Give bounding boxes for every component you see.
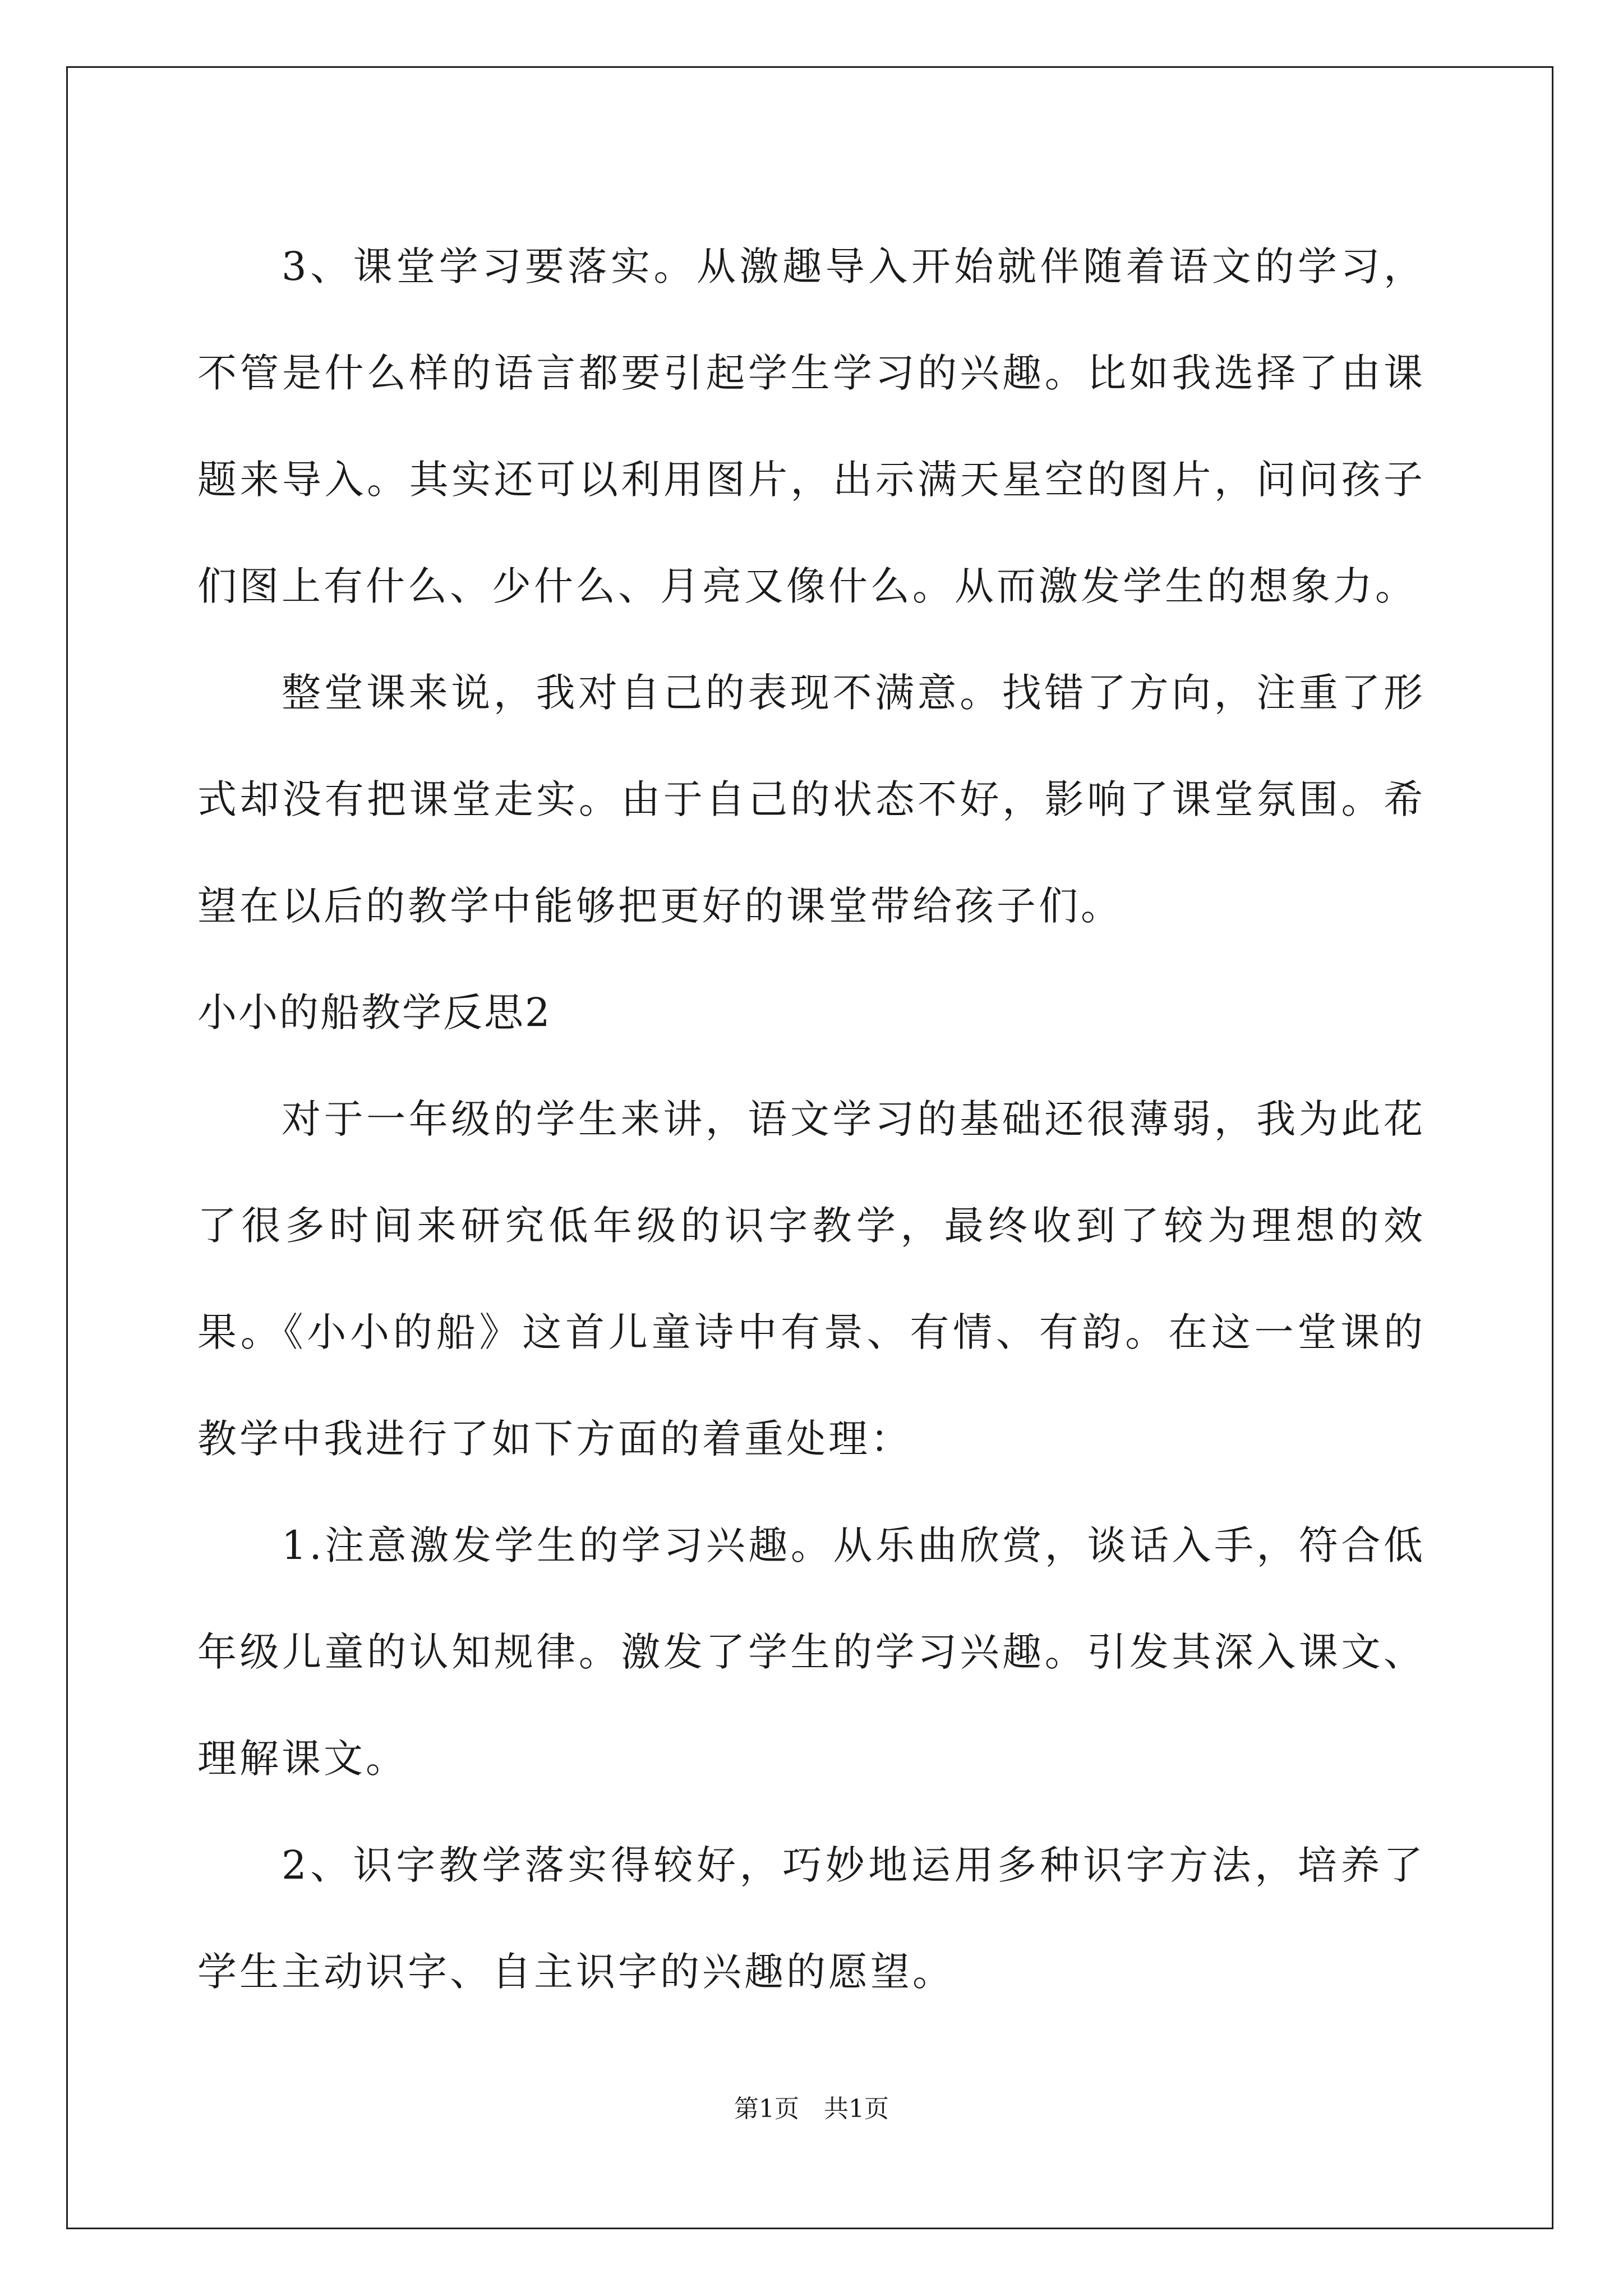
paragraph-introduction: 对于一年级的学生来讲，语文学习的基础还很薄弱，我为此花了很多时间来研究低年级的识字教学，最终收到了较为理想的效果。《小小的船》这首儿童诗中有景、有情、有韵。在这一堂课的教学中我进行了如下方面的着重处理： — [197, 1096, 1426, 1462]
document-body — [197, 213, 1426, 2025]
section-heading: 小小的船教学反思2 — [197, 990, 552, 1036]
paragraph-classroom-learning: 3、课堂学习要落实。从激趣导入开始就伴随着语文的学习，不管是什么样的语言都要引起学生学习的兴趣。比如我选择了由课题来导入。其实还可以利用图片，出示满天星空的图片，问问孩子们图上有什么、少什么、月亮又像什么。从而激发学生的想象力。 — [197, 243, 1426, 609]
paragraph-point-1: 1.注意激发学生的学习兴趣。从乐曲欣赏，谈话入手，符合低年级儿童的认知规律。激发了学生的学习兴趣。引发其深入课文、理解课文。 — [197, 1522, 1426, 1782]
paragraph-self-assessment: 整堂课来说，我对自己的表现不满意。找错了方向，注重了形式却没有把课堂走实。由于自己的状态不好，影响了课堂氛围。希望在以后的教学中能够把更好的课堂带给孩子们。 — [197, 670, 1426, 929]
page-number-current: 第1页 — [734, 2095, 799, 2123]
paragraph-point-2: 2、识字教学落实得较好，巧妙地运用多种识字方法，培养了学生主动识字、自主识字的兴趣的愿望。 — [197, 1842, 1426, 1995]
page-footer — [0, 2092, 1623, 2126]
page-number-total: 共1页 — [824, 2095, 889, 2123]
